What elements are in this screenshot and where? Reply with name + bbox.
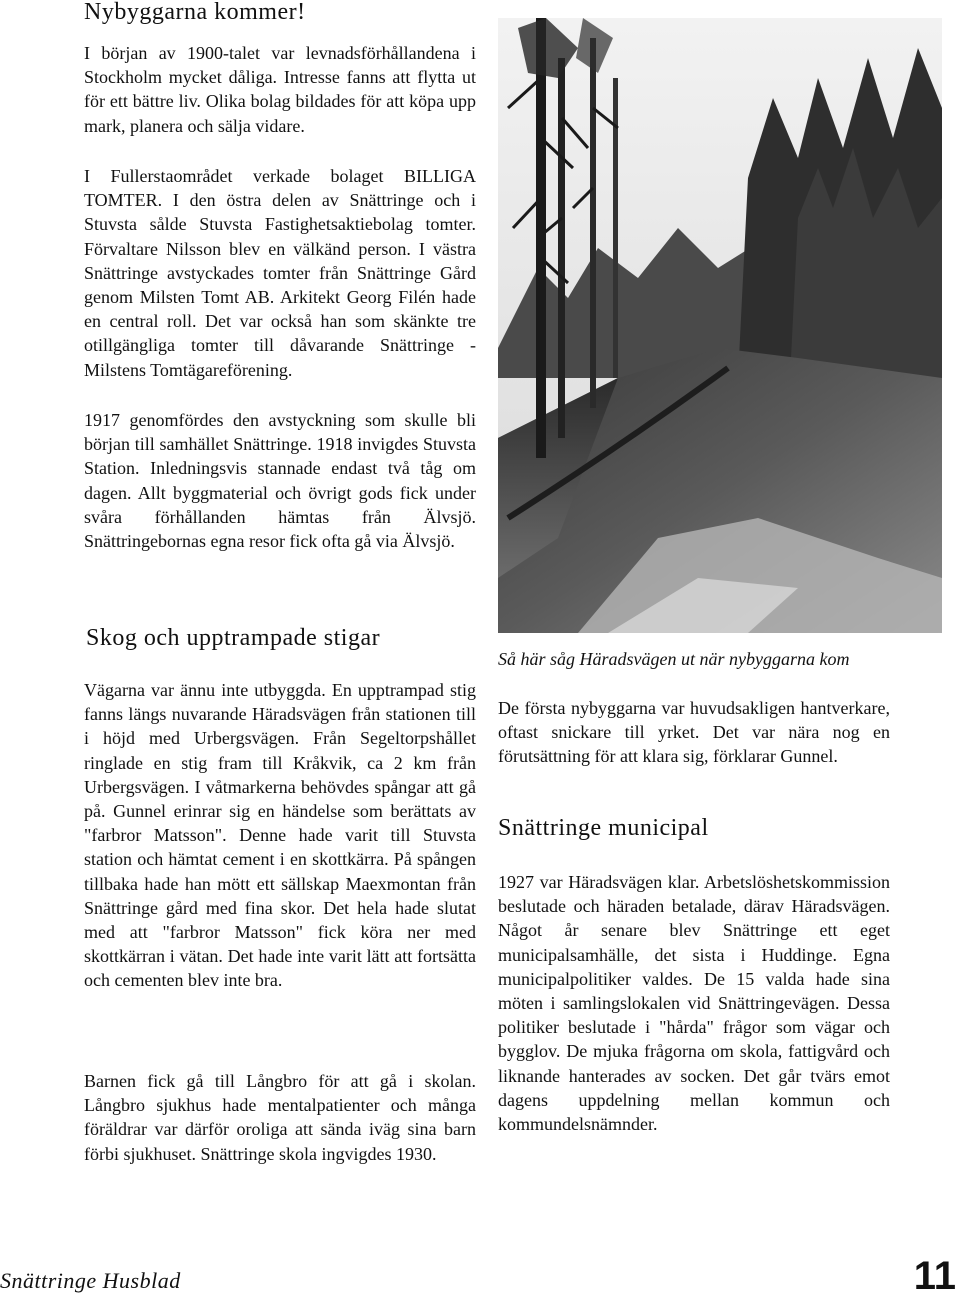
- paragraph: 1917 genomfördes den avstyckning som skulle bli början till samhället Snättringe. 1918 invigdes Stuvsta Station. Inledningsvis stannade endast två tåg om dagen. Allt byggmaterial och övrigt gods fick under svåra förhållanden hämtas från Älvsjö. Snättringebornas egna resor fick ofta gå via Älvsjö.: [84, 410, 476, 552]
- photo-image: [498, 18, 942, 633]
- photo-caption: Så här såg Häradsvägen ut när nybyggarna kom: [498, 649, 850, 669]
- paragraph: De första nybyggarna var huvudsakligen hantverkare, oftast snickare till yrket. Det var nära nog en förutsättning för att klara sig, förklarar Gunnel.: [498, 698, 890, 767]
- paragraph: Vägarna var ännu inte utbyggda. En upptrampad stig fanns längs nuvarande Häradsvägen från stationen till i höjd med Urbergsvägen. Från Segeltorpshållet ringlade en stig fram till Kråkvik, ca 2 km från Urbergsvägen. I våtmarkerna behövdes spångar att gå på. Gunnel erinrar sig en händelse som berättats av "farbror Matsson". Denne hade varit till Stuvsta station och hämtat cement i en skottkärra. På spången tillbaka hade han mött ett sällskap Maexmontan från Snättringe gård med fina skor. Det hela hade slutat med att "farbror Matsson" fick köra ner med skottkärran i vätan. Det hade inte varit lätt att fortsätta och cementen blev inte bra.: [84, 680, 476, 991]
- page-number: 11: [913, 1254, 956, 1298]
- paragraph: 1927 var Häradsvägen klar. Arbetslöshetskommission beslutade och häraden betalade, därav Häradsvägen. Något år senare blev Snättringe ett eget municipalsamhälle, det sista i Huddinge. Egna municipalpolitiker valdes. De 15 valda hade sina möten i samlingslokalen vid Snättringevägen. Dessa politiker beslutade i "hårda" frågor som vägar och bygglov. De mjuka frågorna om skola, fattigvård och liknande hanterades av socken. Det går tvärs emot dagens uppdelning mellan kommun och kommundelsnämnder.: [498, 872, 890, 1135]
- section-heading-municipal: Snättringe municipal: [498, 815, 709, 841]
- paragraph: I början av 1900-talet var levnadsförhållandena i Stockholm mycket dåliga. Intresse fanns att flytta ut för ett bättre liv. Olika bolag bildades för att köpa upp mark, planera och sälja vidare.: [84, 43, 476, 136]
- section-heading-nybyggarna: Nybyggarna kommer!: [84, 0, 306, 25]
- section-heading-skog: Skog och upptrampade stigar: [86, 625, 381, 651]
- publication-name: Snättringe Husblad: [0, 1268, 181, 1293]
- paragraph: I Fullerstaområdet verkade bolaget BILLIGA TOMTER. I den östra delen av Snättringe och i Stuvsta sålde Stuvsta Fastighetsaktiebolag tomter. Förvaltare Nilsson blev en välkänd person. I västra Snättringe avstyckades tomter från Snättringe Gård genom Milsten Tomt AB. Arkitekt Georg Filén hade en central roll. Det var också han som skänkte tre otillgängliga tomter till dåvarande Snättringe - Milstens Tomtägareförening.: [84, 166, 476, 380]
- paragraph: Barnen fick gå till Långbro för att gå i skolan. Långbro sjukhus hade mentalpatienter och många föräldrar var därför oroliga att sända iväg sina barn förbi sjukhuset. Snättringe skola ingvigdes 1930.: [84, 1071, 476, 1164]
- photo-haradsvagen: [498, 18, 942, 633]
